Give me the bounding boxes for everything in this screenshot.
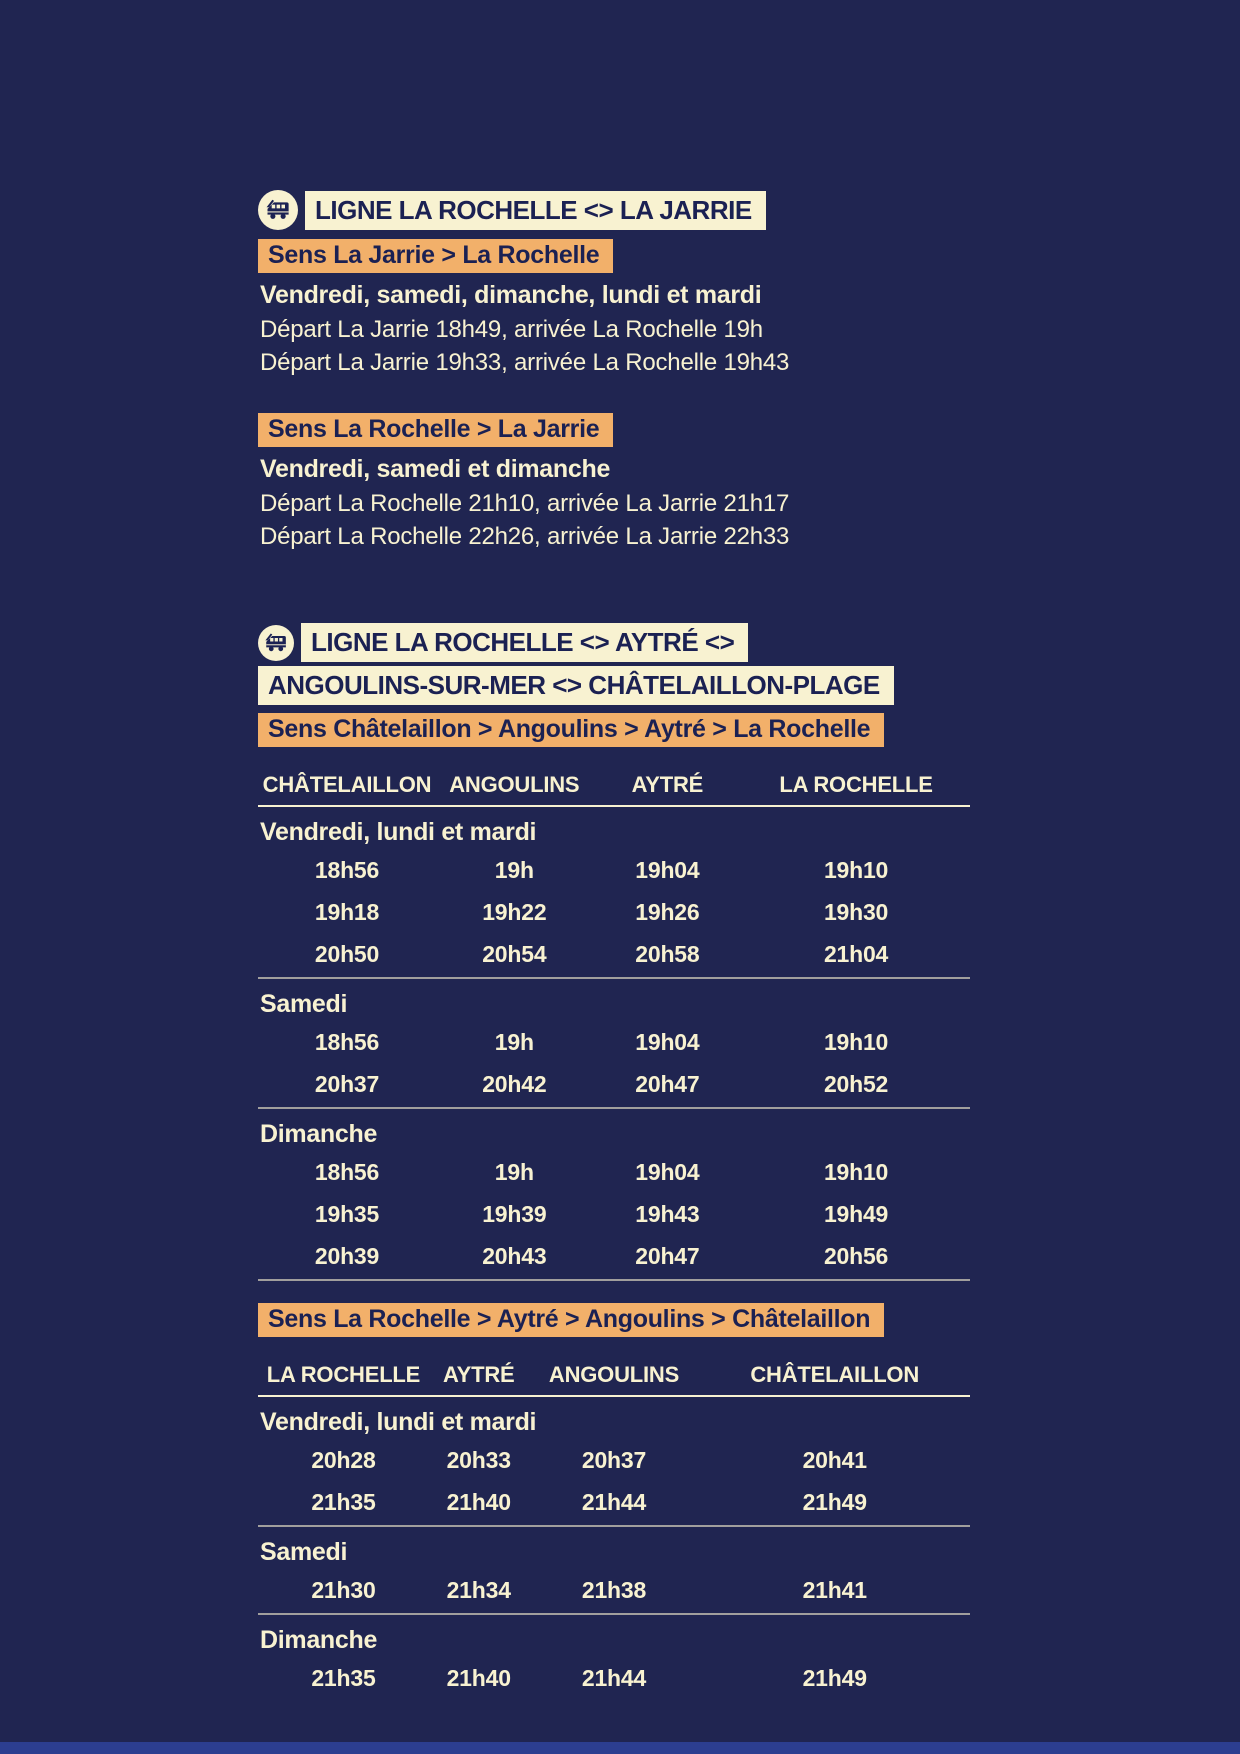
- time-cell: 20h56: [823, 1242, 889, 1269]
- time-cell: 19h30: [823, 898, 889, 925]
- day-heading: Vendredi, lundi et mardi: [260, 1408, 537, 1436]
- time-cell: 18h56: [314, 856, 380, 883]
- column-header: AYTRÉ: [442, 1362, 515, 1387]
- time-cell: 19h22: [482, 898, 547, 925]
- column-header: CHÂTELAILLON: [750, 1362, 920, 1387]
- time-row: [258, 1569, 970, 1611]
- tram-icon: [258, 625, 294, 661]
- time-cell: 20h50: [314, 940, 380, 967]
- line2-header: [258, 623, 970, 662]
- line2-title-line2-wrap: [258, 666, 970, 705]
- time-cell: 20h37: [314, 1070, 380, 1097]
- tram-icon: [258, 190, 298, 230]
- timetable-chatelaillon-larochelle: [258, 747, 970, 1281]
- time-cell: 21h44: [581, 1488, 647, 1515]
- time-cell: 20h41: [802, 1446, 867, 1473]
- time-cell: 20h54: [482, 940, 547, 967]
- time-cell: 19h04: [635, 1158, 700, 1185]
- direction-days: Vendredi, samedi, dimanche, lundi et mardi: [260, 281, 762, 309]
- time-cell: 19h49: [823, 1200, 889, 1227]
- time-cell: 21h40: [446, 1488, 511, 1515]
- direction-heading: Sens La Rochelle > La Jarrie: [258, 413, 613, 447]
- time-cell: 18h56: [314, 1158, 380, 1185]
- departure-line: Départ La Jarrie 18h49, arrivée La Rochelle 19h: [260, 316, 763, 343]
- time-cell: 18h56: [314, 1028, 380, 1055]
- timetable-larochelle-chatelaillon: [258, 1337, 970, 1701]
- time-cell: 20h58: [635, 940, 700, 967]
- column-header: LA ROCHELLE: [266, 1362, 421, 1387]
- time-cell: 20h43: [482, 1242, 547, 1269]
- departure-line: Départ La Jarrie 19h33, arrivée La Rochelle 19h43: [260, 349, 790, 376]
- section-gap: [258, 587, 970, 623]
- column-header: CHÂTELAILLON: [262, 772, 432, 797]
- time-cell: 20h47: [635, 1242, 700, 1269]
- page-content: [258, 190, 970, 1723]
- time-cell: 19h39: [482, 1200, 547, 1227]
- time-cell: 19h: [494, 1028, 534, 1055]
- day-group: [258, 979, 970, 1109]
- day-group: [258, 1615, 970, 1701]
- time-cell: 21h38: [581, 1576, 647, 1603]
- day-group: [258, 807, 970, 979]
- time-cell: 20h37: [581, 1446, 647, 1473]
- time-row: [258, 1151, 970, 1193]
- time-cell: 20h33: [446, 1446, 511, 1473]
- tram-icon-glyph: [263, 630, 289, 656]
- time-row: [258, 849, 970, 891]
- time-cell: 19h04: [635, 1028, 700, 1055]
- column-headers: [258, 747, 970, 807]
- direction-days: Vendredi, samedi et dimanche: [260, 455, 611, 483]
- time-row: [258, 933, 970, 975]
- time-row: [258, 1063, 970, 1105]
- departure-line: Départ La Rochelle 21h10, arrivée La Jarrie 21h17: [260, 490, 790, 517]
- time-cell: 19h10: [823, 1158, 889, 1185]
- line2-title-line2: ANGOULINS-SUR-MER <> CHÂTELAILLON-PLAGE: [258, 666, 894, 705]
- time-cell: 21h44: [581, 1664, 647, 1691]
- day-heading: Samedi: [260, 990, 348, 1018]
- day-heading: Dimanche: [260, 1626, 378, 1654]
- time-cell: 19h26: [635, 898, 700, 925]
- column-header: ANGOULINS: [449, 772, 580, 797]
- time-cell: 21h35: [311, 1488, 376, 1515]
- day-group: [258, 1397, 970, 1527]
- line1-header: [258, 190, 970, 230]
- time-cell: 21h35: [311, 1664, 376, 1691]
- time-cell: 20h52: [823, 1070, 889, 1097]
- time-row: [258, 1439, 970, 1481]
- time-cell: 21h30: [311, 1576, 376, 1603]
- line2-title-line1: LIGNE LA ROCHELLE <> AYTRÉ <>: [301, 623, 748, 662]
- time-cell: 21h34: [446, 1576, 511, 1603]
- time-cell: 20h42: [482, 1070, 547, 1097]
- departure-line: Départ La Rochelle 22h26, arrivée La Jarrie 22h33: [260, 523, 790, 550]
- time-cell: 19h18: [314, 898, 380, 925]
- table-direction-heading: Sens La Rochelle > Aytré > Angoulins > Châtelaillon: [258, 1303, 884, 1337]
- time-cell: 19h: [494, 1158, 534, 1185]
- time-cell: 20h47: [635, 1070, 700, 1097]
- direction-block-rochelle-jarrie: [258, 413, 970, 553]
- column-header: LA ROCHELLE: [779, 772, 933, 797]
- day-heading: Vendredi, lundi et mardi: [260, 818, 537, 846]
- day-group: [258, 1109, 970, 1281]
- line1-title: LIGNE LA ROCHELLE <> LA JARRIE: [305, 191, 766, 230]
- day-heading: Dimanche: [260, 1120, 378, 1148]
- time-cell: 19h: [494, 856, 534, 883]
- tram-icon-glyph: [264, 196, 292, 224]
- table2-direction-heading-wrap: [258, 1303, 970, 1337]
- time-cell: 19h04: [635, 856, 700, 883]
- time-cell: 21h49: [802, 1664, 867, 1691]
- time-cell: 19h10: [823, 1028, 889, 1055]
- time-row: [258, 1657, 970, 1699]
- direction-heading: Sens La Jarrie > La Rochelle: [258, 239, 613, 273]
- time-row: [258, 1481, 970, 1523]
- table1-direction-heading-wrap: [258, 713, 970, 747]
- column-header: ANGOULINS: [548, 1362, 680, 1387]
- time-cell: 21h49: [802, 1488, 867, 1515]
- time-cell: 19h35: [314, 1200, 380, 1227]
- time-row: [258, 891, 970, 933]
- time-cell: 21h04: [823, 940, 889, 967]
- time-row: [258, 1021, 970, 1063]
- time-row: [258, 1235, 970, 1277]
- column-headers: [258, 1337, 970, 1397]
- spacer: [258, 705, 970, 713]
- column-header: AYTRÉ: [631, 772, 704, 797]
- time-row: [258, 1193, 970, 1235]
- bottom-strip: [0, 1742, 1240, 1754]
- time-cell: 20h28: [311, 1446, 376, 1473]
- time-cell: 21h41: [802, 1576, 867, 1603]
- time-cell: 19h43: [635, 1200, 700, 1227]
- day-heading: Samedi: [260, 1538, 348, 1566]
- time-cell: 21h40: [446, 1664, 511, 1691]
- day-group: [258, 1527, 970, 1615]
- direction-block-jarrie-rochelle: [258, 239, 970, 379]
- table-direction-heading: Sens Châtelaillon > Angoulins > Aytré > La Rochelle: [258, 713, 884, 747]
- time-cell: 20h39: [314, 1242, 380, 1269]
- time-cell: 19h10: [823, 856, 889, 883]
